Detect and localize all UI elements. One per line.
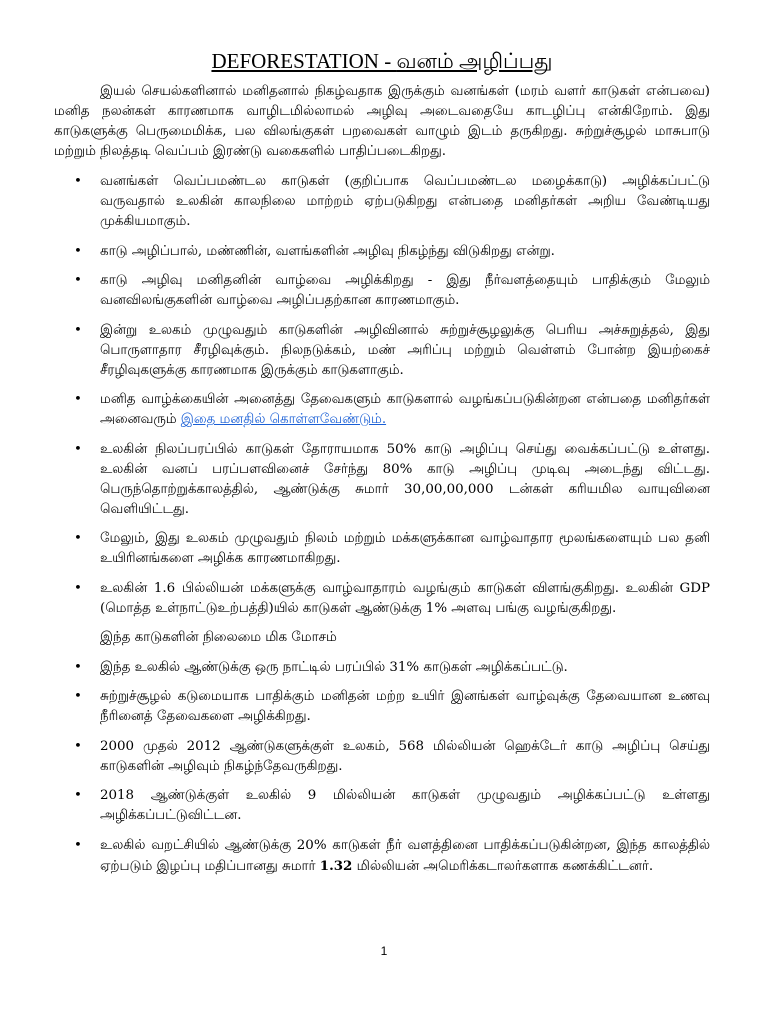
list-item bbox=[54, 786, 710, 826]
document-page bbox=[54, 46, 710, 886]
page-number: 1 bbox=[380, 944, 388, 958]
bold-figure: 1.32 bbox=[319, 857, 353, 874]
bullet-icon: • bbox=[74, 441, 82, 457]
bullet-icon: • bbox=[74, 531, 82, 546]
bullet-list-secondary bbox=[54, 658, 710, 877]
list-item-text: உலகின் நிலப்பரப்பில் காடுகள் தோராயமாக 50% காடு அழிப்பு செய்து வைக்கப்பட்டு உள்ளது. உலகின் வனப் பரப்பளவினைச் சேர்ந்து 80% காடு அழிப்பு முடிவு அடைந்து விட்டது. பெருந்தொற்றுக்காலத்தில், ஆண்டுக்கு சுமார் 30,00,00,000 டன்கள் கரியமில வாயுவினை வெளியிட்டது. bbox=[100, 441, 710, 517]
list-item bbox=[54, 579, 710, 619]
bullet-icon: • bbox=[74, 392, 82, 407]
list-item bbox=[54, 737, 710, 777]
list-item-text-tail: மில்லியன் அமெரிக்கடாலர்களாக கணக்கிட்டனர். bbox=[352, 858, 654, 874]
bullet-icon: • bbox=[74, 322, 82, 338]
list-item bbox=[54, 390, 710, 430]
list-item-text: 2000 முதல் 2012 ஆண்டுகளுக்குள் உலகம், 568 மில்லியன் ஹெக்டேர் காடு அழிப்பு செய்து காடுகளின் அழிவும் நிகழ்ந்தேவருகிறது. bbox=[100, 738, 710, 774]
bullet-icon: • bbox=[74, 837, 82, 853]
list-item-text: 2018 ஆண்டுக்குள் உலகில் 9 மில்லியன் காடுகள் முழுவதும் அழிக்கப்பட்டு உள்ளது அழிக்கப்பட்டுவிட்டன. bbox=[100, 788, 710, 823]
bullet-icon: • bbox=[74, 689, 82, 704]
bullet-list-primary bbox=[54, 172, 710, 619]
list-item bbox=[54, 687, 710, 727]
list-item-text: காடு அழிவு மனிதனின் வாழ்வை அழிக்கிறது - இது நீர்வளத்தையும் பாதிக்கும் மேலும் வனவிலங்குகளின் வாழ்வை அழிப்பதற்கான காரணமாகும். bbox=[100, 273, 710, 308]
list-item bbox=[54, 836, 710, 877]
list-item-text: சுற்றுச்சூழல் கடுமையாக பாதிக்கும் மனிதன் மற்ற உயிர் இனங்கள் வாழ்வுக்கு தேவையான உணவு நீரினைத் தேவைகளை அழிக்கிறது. bbox=[100, 689, 710, 724]
inline-link[interactable]: இதை மனதில் கொள்ளவேண்டும். bbox=[180, 412, 387, 427]
list-item bbox=[54, 172, 710, 232]
list-item-text: உலகின் 1.6 பில்லியன் மக்களுக்கு வாழ்வாதாரம் வழங்கும் காடுகள் விளங்குகிறது. உலகின் GDP (மொத்த உள்நாட்டுஉற்பத்தி)யில் காடுகள் ஆண்டுக்கு 1% அளவு பங்கு வழங்குகிறது. bbox=[100, 580, 710, 616]
bullet-icon: • bbox=[74, 243, 82, 259]
list-item bbox=[54, 242, 710, 262]
page-title bbox=[54, 46, 710, 76]
bullet-icon: • bbox=[74, 174, 82, 189]
list-item bbox=[54, 529, 710, 569]
bullet-icon: • bbox=[74, 580, 82, 596]
list-item bbox=[54, 271, 710, 311]
section-subheading: இந்த காடுகளின் நிலைமை மிக மோசம் bbox=[100, 630, 337, 645]
bullet-icon: • bbox=[74, 788, 82, 803]
list-item bbox=[54, 658, 710, 678]
list-item-text: மேலும், இது உலகம் முழுவதும் நிலம் மற்றும் மக்களுக்கான வாழ்வாதார மூலங்களையும் பல தனி உயிரினங்களை அழிக்க காரணமாகிறது. bbox=[100, 531, 710, 566]
title-local: வனம் அழிப்பது bbox=[396, 49, 553, 73]
bullet-icon: • bbox=[74, 273, 82, 288]
title-english: DEFORESTATION - bbox=[211, 49, 397, 73]
bullet-icon: • bbox=[74, 738, 82, 754]
list-item-text: காடு அழிப்பால், மண்ணின், வளங்களின் அழிவு நிகழ்ந்து விடுகிறது என்று. bbox=[100, 243, 555, 259]
list-item bbox=[54, 440, 710, 520]
intro-paragraph: இயல் செயல்களினால் மனிதனால் நிகழ்வதாக இருக்கும் வனங்கள் (மரம் வளர் காடுகள் என்பவை) மனித நலன்கள் காரணமாக வாழிடமில்லாமல் அழிவு அடைவதையே காடழிப்பு என்கிறோம். இது காடுகளுக்கு பெருமைமிக்க, பல விலங்குகள் பறவைகள் வாழும் இடம் தருகிறது. சுற்றுச்சூழல் மாசுபாடு மற்றும் நிலத்தடி வெப்பம் இரண்டு வகைகளில் பாதிப்படைகிறது. bbox=[54, 84, 710, 159]
list-item-text: வனங்கள் வெப்பமண்டல காடுகள் (குறிப்பாக வெப்பமண்டல மழைக்காடு) அழிக்கப்பட்டு வருவதால் உலகின் காலநிலை மாற்றம் ஏற்படுகிறது என்பதை மனிதர்கள் அறிய வேண்டியது முக்கியமாகும். bbox=[100, 174, 710, 229]
list-item-text: மனித வாழ்க்கையின் அனைத்து தேவைகளும் காடுகளால் வழங்கப்படுகின்றன என்பதை மனிதர்கள் அனைவரும் bbox=[100, 392, 710, 427]
bullet-icon: • bbox=[74, 659, 82, 675]
list-item-text: உலகில் வறட்சியில் ஆண்டுக்கு 20% காடுகள் நீர் வளத்தினை பாதிக்கப்படுகின்றன, இந்த காலத்தில் ஏற்படும் இழப்பு மதிப்பானது சுமார் bbox=[100, 837, 710, 874]
list-item bbox=[54, 321, 710, 381]
list-item-text: இன்று உலகம் முழுவதும் காடுகளின் அழிவினால் சுற்றுச்சூழலுக்கு பெரிய அச்சுறுத்தல், இது பொருளாதார சீரழிவுக்கும். நிலநடுக்கம், மண் அரிப்பு மற்றும் வெள்ளம் போன்ற இயற்கைச் சீரழிவுகளுக்கு காரணமாக இருக்கும் காடுகளாகும். bbox=[100, 322, 710, 378]
list-item-text: இந்த உலகில் ஆண்டுக்கு ஒரு நாட்டில் பரப்பில் 31% காடுகள் அழிக்கப்பட்டு. bbox=[100, 659, 568, 675]
